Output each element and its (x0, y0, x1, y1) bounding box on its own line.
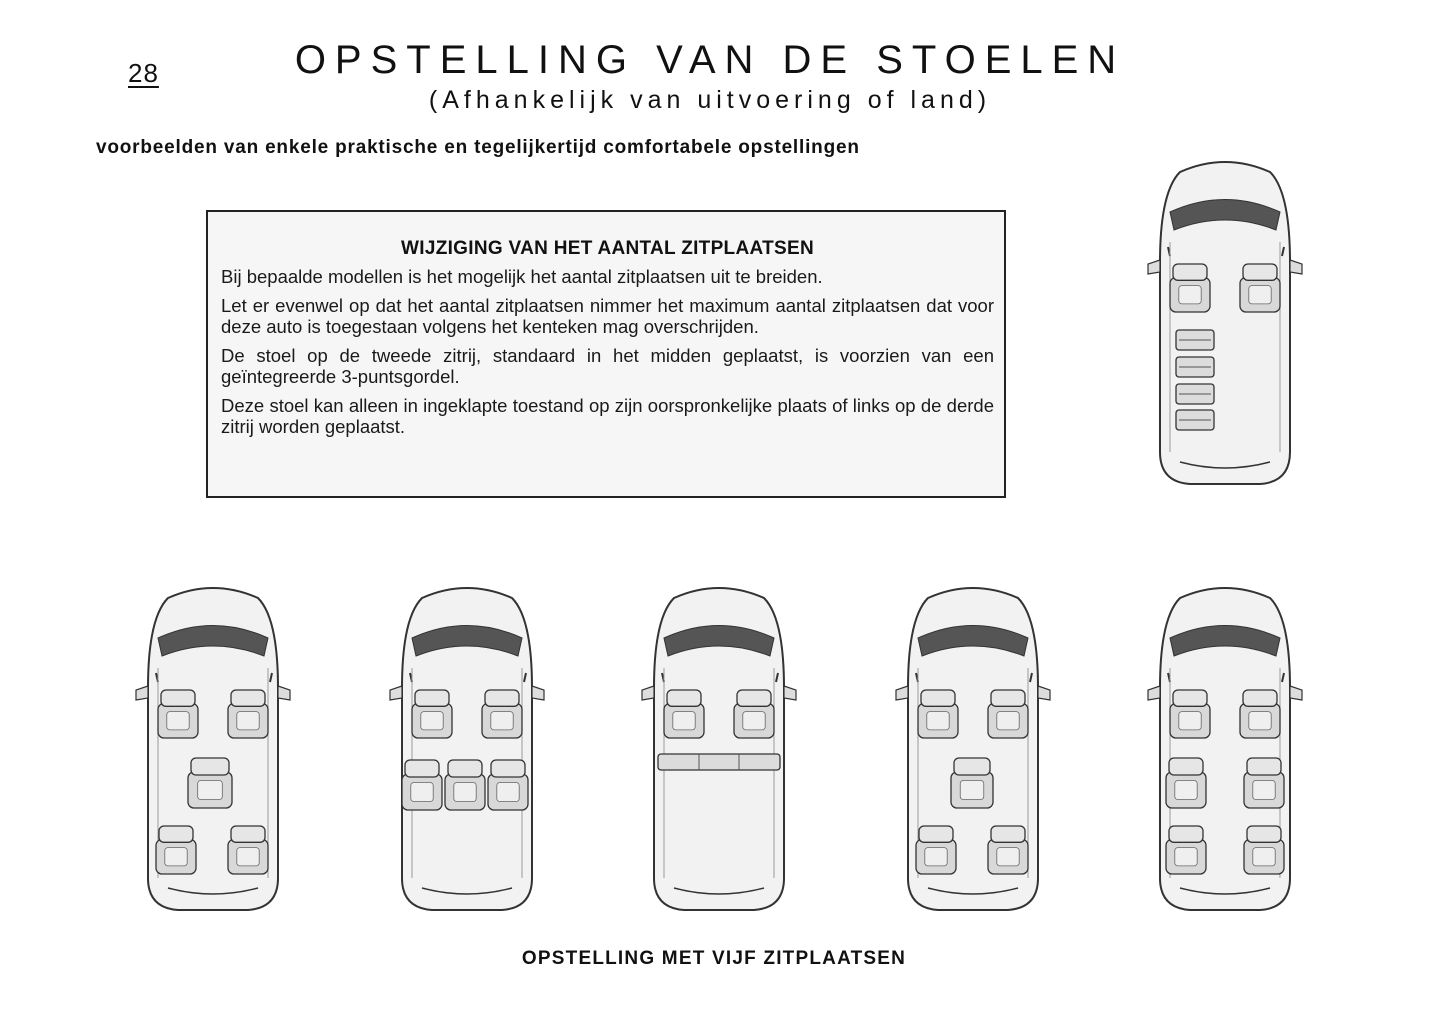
seat (664, 690, 704, 738)
info-box-title: WIJZIGING VAN HET AANTAL ZITPLAATSEN (401, 238, 814, 259)
seat (988, 690, 1028, 738)
seat (1170, 264, 1210, 312)
info-paragraph: De stoel op de tweede zitrij, standaard in het midden geplaatst, is voorzien van een geïntegreerde 3-puntsgordel. (221, 345, 994, 387)
seat (1170, 690, 1210, 738)
seat (951, 758, 993, 808)
page-number: 28 (128, 58, 159, 88)
info-paragraph: Deze stoel kan alleen in ingeklapte toestand op zijn oorspronkelijke plaats of links op de derde zitrij worden geplaatst. (221, 395, 994, 437)
car-diagram-3 (634, 578, 804, 913)
seat (228, 826, 268, 874)
seat (482, 690, 522, 738)
seat (412, 690, 452, 738)
car-diagram-1 (128, 578, 298, 913)
car-diagram-2 (382, 578, 552, 913)
seat (402, 760, 442, 810)
seat (1166, 826, 1206, 874)
seat (988, 826, 1028, 874)
seat (918, 690, 958, 738)
bench-seat (658, 754, 780, 770)
seat (188, 758, 232, 808)
info-paragraph: Bij bepaalde modellen is het mogelijk het aantal zitplaatsen uit te breiden. (221, 266, 823, 287)
car-diagram-top-right (1140, 152, 1310, 487)
seat (1240, 690, 1280, 738)
car-diagram-4 (888, 578, 1058, 913)
seat (916, 826, 956, 874)
page-subtitle: (Afhankelijk van uitvoering of land) (428, 86, 992, 114)
seat (228, 690, 268, 738)
seat (734, 690, 774, 738)
seat (1240, 264, 1280, 312)
seat (1244, 826, 1284, 874)
seat (1166, 758, 1206, 808)
info-box (206, 210, 1006, 498)
seat (156, 826, 196, 874)
caption: OPSTELLING MET VIJF ZITPLAATSEN (521, 948, 907, 969)
page-title: OPSTELLING VAN DE STOELEN (294, 38, 1126, 82)
intro-text: voorbeelden van enkele praktische en tegelijkertijd comfortabele opstellingen (96, 137, 860, 158)
info-paragraph: Let er evenwel op dat het aantal zitplaatsen nimmer het maximum aantal zitplaatsen dat voor deze auto is toegestaan volgens het kenteken mag overschrijden. (221, 295, 994, 337)
seat (488, 760, 528, 810)
seat (1244, 758, 1284, 808)
seat (445, 760, 485, 810)
car-diagram-5 (1140, 578, 1310, 913)
seat (158, 690, 198, 738)
